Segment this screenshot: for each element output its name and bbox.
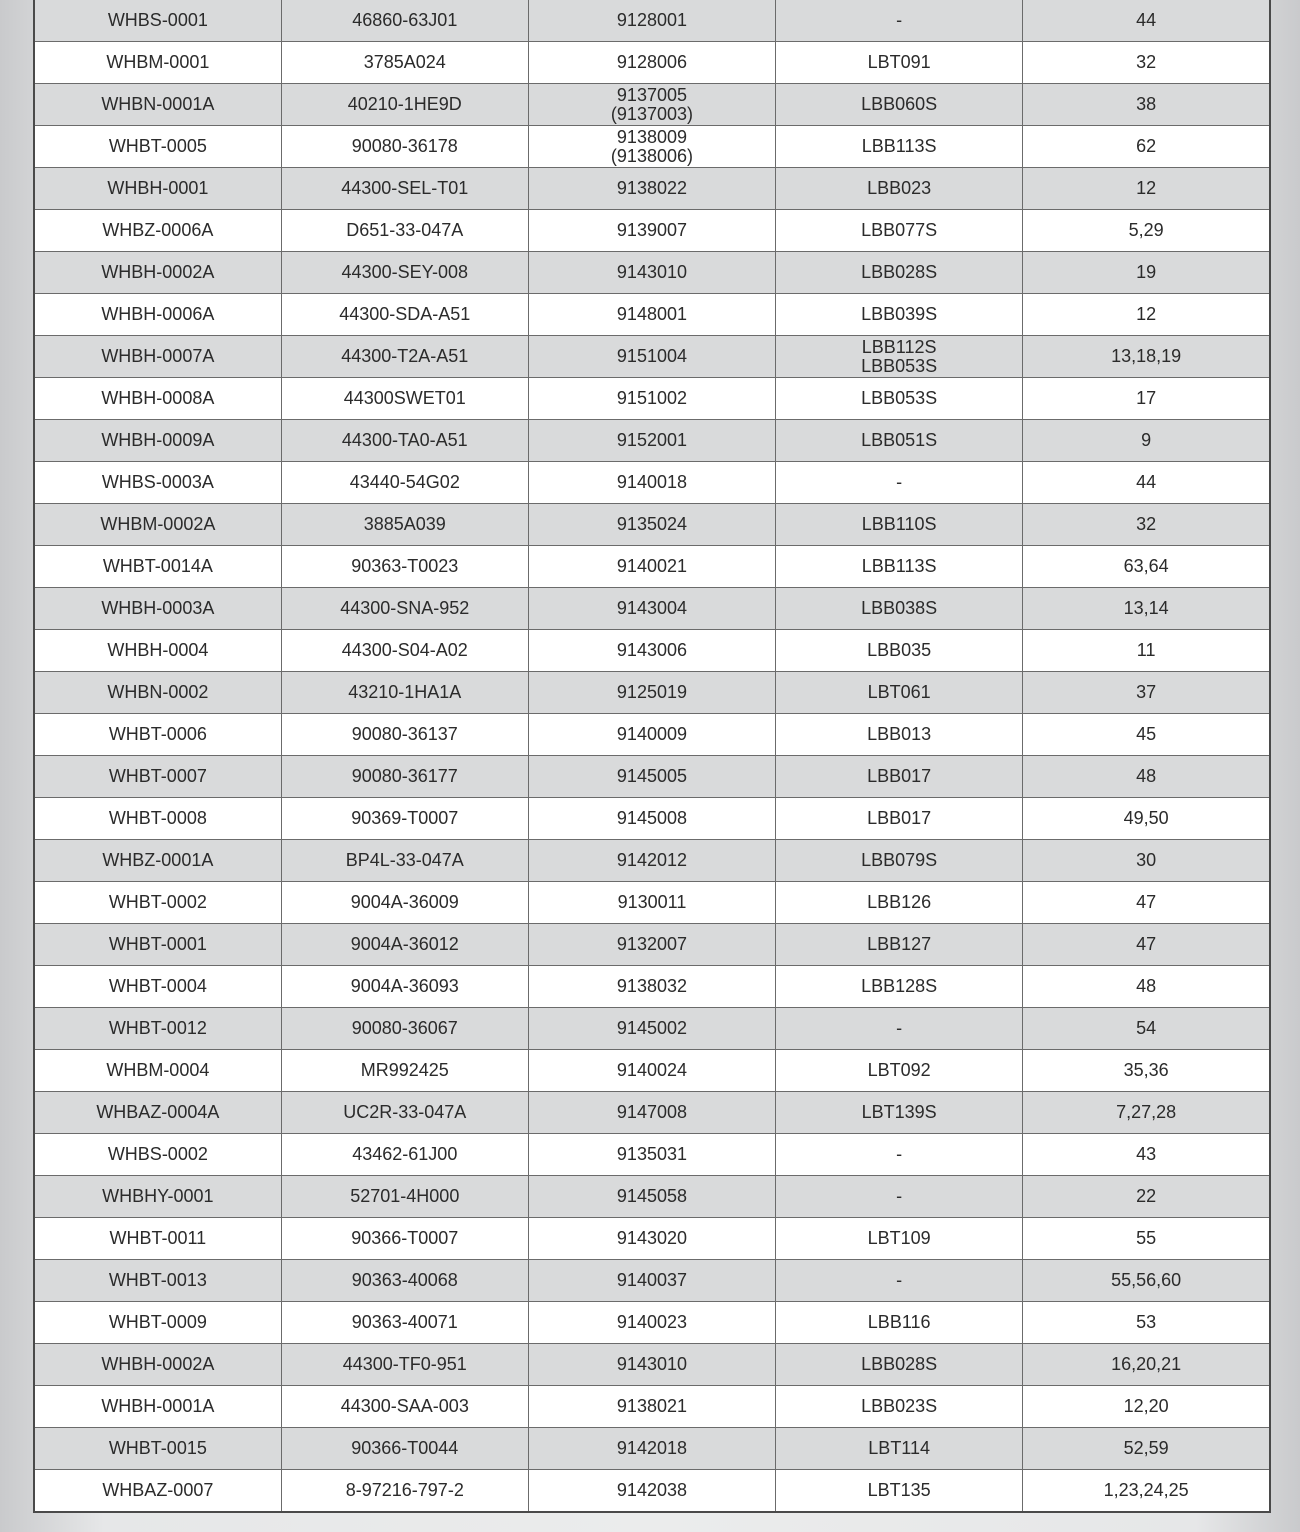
reference-number-cell	[528, 42, 775, 84]
bearing-code-cell	[776, 420, 1023, 462]
oem-number-cell: 90366-T0007	[281, 1218, 528, 1260]
bearing-code-cell	[776, 1050, 1023, 1092]
oem-number-cell: 44300-SAA-003	[281, 1386, 528, 1428]
cell-line: LBB060S	[861, 94, 938, 114]
page-ref-cell: 5,29	[1023, 210, 1270, 252]
bearing-code-cell	[776, 126, 1023, 168]
part-number-cell: WHBM-0001	[34, 42, 281, 84]
cell-line: 9145002	[616, 1018, 687, 1038]
part-number-cell: WHBT-0012	[34, 1008, 281, 1050]
cell-line: LBB079S	[861, 850, 938, 870]
cell-line: -	[896, 1144, 903, 1164]
page-ref-cell: 48	[1023, 756, 1270, 798]
reference-number-cell	[528, 672, 775, 714]
cell-line: LBB038S	[861, 598, 938, 618]
table-row	[34, 630, 1270, 672]
bearing-code-cell	[776, 714, 1023, 756]
cell-line: 9138021	[616, 1396, 687, 1416]
oem-number-cell: 3785A024	[281, 42, 528, 84]
reference-number-cell	[528, 840, 775, 882]
part-number-cell: WHBH-0009A	[34, 420, 281, 462]
oem-number-cell: 44300-SNA-952	[281, 588, 528, 630]
page-ref-cell: 13,14	[1023, 588, 1270, 630]
page-ref-cell: 16,20,21	[1023, 1344, 1270, 1386]
page-ref-cell: 54	[1023, 1008, 1270, 1050]
bearing-code-cell	[776, 42, 1023, 84]
cell-line: LBT139S	[861, 1102, 937, 1122]
cell-line: LBT135	[867, 1480, 931, 1500]
part-number-cell: WHBH-0006A	[34, 294, 281, 336]
page-ref-cell: 35,36	[1023, 1050, 1270, 1092]
reference-number-cell	[528, 462, 775, 504]
reference-number-cell	[528, 168, 775, 210]
reference-number-cell	[528, 378, 775, 420]
page-ref-cell: 55,56,60	[1023, 1260, 1270, 1302]
cell-line: 9151002	[616, 388, 687, 408]
bearing-code-cell	[776, 168, 1023, 210]
reference-number-cell	[528, 294, 775, 336]
part-number-cell: WHBT-0001	[34, 924, 281, 966]
cell-line: LBB013	[867, 724, 932, 744]
reference-number-cell	[528, 1008, 775, 1050]
reference-number-cell	[528, 84, 775, 126]
parts-cross-reference-table	[33, 0, 1271, 1513]
part-number-cell: WHBS-0002	[34, 1134, 281, 1176]
table-row	[34, 420, 1270, 462]
bearing-code-cell	[776, 294, 1023, 336]
cell-line: 9145005	[616, 766, 687, 786]
bearing-code-cell	[776, 1260, 1023, 1302]
oem-number-cell: 46860-63J01	[281, 0, 528, 42]
reference-number-cell	[528, 756, 775, 798]
oem-number-cell: 90363-40071	[281, 1302, 528, 1344]
part-number-cell: WHBS-0001	[34, 0, 281, 42]
table-row	[34, 756, 1270, 798]
cell-line: 9140009	[616, 724, 687, 744]
cell-line: 9143020	[616, 1228, 687, 1248]
page-ref-cell: 12	[1023, 294, 1270, 336]
page-ref-cell: 13,18,19	[1023, 336, 1270, 378]
bearing-code-cell	[776, 1176, 1023, 1218]
oem-number-cell: 44300SWET01	[281, 378, 528, 420]
cell-line: LBB017	[867, 766, 932, 786]
oem-number-cell: 43210-1HA1A	[281, 672, 528, 714]
oem-number-cell: 40210-1HE9D	[281, 84, 528, 126]
page-ref-cell: 12	[1023, 168, 1270, 210]
reference-number-cell	[528, 0, 775, 42]
oem-number-cell: D651-33-047A	[281, 210, 528, 252]
reference-number-cell	[528, 1260, 775, 1302]
cell-line: -	[896, 1018, 903, 1038]
oem-number-cell: 90369-T0007	[281, 798, 528, 840]
oem-number-cell: 9004A-36012	[281, 924, 528, 966]
part-number-cell: WHBT-0008	[34, 798, 281, 840]
oem-number-cell: UC2R-33-047A	[281, 1092, 528, 1134]
table-row	[34, 882, 1270, 924]
oem-number-cell: 90080-36067	[281, 1008, 528, 1050]
cell-line: LBB112S	[861, 336, 937, 357]
cell-line: 9145008	[616, 808, 687, 828]
table-row	[34, 378, 1270, 420]
table-row	[34, 672, 1270, 714]
page-ref-cell: 63,64	[1023, 546, 1270, 588]
reference-number-cell	[528, 882, 775, 924]
bearing-code-cell	[776, 756, 1023, 798]
page-ref-cell: 1,23,24,25	[1023, 1470, 1270, 1513]
oem-number-cell: MR992425	[281, 1050, 528, 1092]
cell-line: 9148001	[616, 304, 687, 324]
table-row	[34, 588, 1270, 630]
page-ref-cell: 48	[1023, 966, 1270, 1008]
table-row	[34, 546, 1270, 588]
part-number-cell: WHBT-0005	[34, 126, 281, 168]
part-number-cell: WHBAZ-0007	[34, 1470, 281, 1513]
oem-number-cell: 90363-T0023	[281, 546, 528, 588]
cell-line: 9142038	[616, 1480, 687, 1500]
page-ref-cell: 53	[1023, 1302, 1270, 1344]
table-row	[34, 714, 1270, 756]
cell-line: LBB127	[867, 934, 932, 954]
bearing-code-cell	[776, 882, 1023, 924]
part-number-cell: WHBT-0014A	[34, 546, 281, 588]
table-row	[34, 798, 1270, 840]
cell-line: LBT061	[867, 682, 931, 702]
cell-line: 9139007	[616, 220, 687, 240]
cell-line: -	[896, 1270, 903, 1290]
table-row	[34, 1176, 1270, 1218]
bearing-code-cell	[776, 1470, 1023, 1513]
bearing-code-cell	[776, 1428, 1023, 1470]
table-row	[34, 1260, 1270, 1302]
oem-number-cell: 9004A-36009	[281, 882, 528, 924]
reference-number-cell	[528, 1134, 775, 1176]
reference-number-cell	[528, 630, 775, 672]
part-number-cell: WHBT-0004	[34, 966, 281, 1008]
page-ref-cell: 7,27,28	[1023, 1092, 1270, 1134]
table-row	[34, 84, 1270, 126]
reference-number-cell	[528, 1218, 775, 1260]
bearing-code-cell	[776, 840, 1023, 882]
cell-line: 9130011	[617, 892, 687, 912]
page-ref-cell: 38	[1023, 84, 1270, 126]
page-ref-cell: 22	[1023, 1176, 1270, 1218]
bearing-code-cell	[776, 924, 1023, 966]
page-ref-cell: 32	[1023, 42, 1270, 84]
reference-number-cell	[528, 1092, 775, 1134]
page-ref-cell: 49,50	[1023, 798, 1270, 840]
reference-number-cell	[528, 1428, 775, 1470]
bearing-code-cell	[776, 1386, 1023, 1428]
oem-number-cell: 44300-SEY-008	[281, 252, 528, 294]
part-number-cell: WHBM-0004	[34, 1050, 281, 1092]
cell-line: (9137003)	[610, 103, 693, 124]
cell-line: -	[896, 10, 903, 30]
page-ref-cell: 19	[1023, 252, 1270, 294]
cell-line: 9138009	[616, 126, 687, 147]
cell-line: 9137005	[616, 84, 687, 105]
part-number-cell: WHBT-0006	[34, 714, 281, 756]
table-row	[34, 1386, 1270, 1428]
cell-line: 9128001	[616, 10, 687, 30]
oem-number-cell: 44300-T2A-A51	[281, 336, 528, 378]
part-number-cell: WHBM-0002A	[34, 504, 281, 546]
bearing-code-cell	[776, 1302, 1023, 1344]
page-ref-cell: 30	[1023, 840, 1270, 882]
table-row	[34, 1218, 1270, 1260]
bearing-code-cell	[776, 504, 1023, 546]
cell-line: 9135031	[616, 1144, 687, 1164]
part-number-cell: WHBZ-0006A	[34, 210, 281, 252]
oem-number-cell: 90366-T0044	[281, 1428, 528, 1470]
table-body	[34, 0, 1270, 1512]
bearing-code-cell	[776, 1092, 1023, 1134]
cell-line: 9140021	[616, 556, 687, 576]
bearing-code-cell	[776, 210, 1023, 252]
reference-number-cell	[528, 966, 775, 1008]
cell-line: 9132007	[616, 934, 687, 954]
part-number-cell: WHBH-0001	[34, 168, 281, 210]
page-ref-cell: 44	[1023, 462, 1270, 504]
cell-line: LBB028S	[861, 1354, 938, 1374]
page-ref-cell: 17	[1023, 378, 1270, 420]
page-ref-cell: 62	[1023, 126, 1270, 168]
table-row	[34, 42, 1270, 84]
table-row	[34, 1008, 1270, 1050]
part-number-cell: WHBN-0002	[34, 672, 281, 714]
bearing-code-cell	[776, 462, 1023, 504]
table-row	[34, 1134, 1270, 1176]
reference-number-cell	[528, 1050, 775, 1092]
part-number-cell: WHBHY-0001	[34, 1176, 281, 1218]
oem-number-cell: 8-97216-797-2	[281, 1470, 528, 1513]
table-row	[34, 966, 1270, 1008]
part-number-cell: WHBAZ-0004A	[34, 1092, 281, 1134]
table-row	[34, 1428, 1270, 1470]
part-number-cell: WHBH-0002A	[34, 1344, 281, 1386]
part-number-cell: WHBZ-0001A	[34, 840, 281, 882]
cell-line: LBB051S	[861, 430, 938, 450]
cell-line: LBB023	[867, 178, 932, 198]
part-number-cell: WHBT-0007	[34, 756, 281, 798]
reference-number-cell	[528, 336, 775, 378]
bearing-code-cell	[776, 672, 1023, 714]
oem-number-cell: 90080-36137	[281, 714, 528, 756]
part-number-cell: WHBT-0013	[34, 1260, 281, 1302]
cell-line: (9138006)	[610, 145, 693, 166]
cell-line: LBB113S	[861, 136, 937, 156]
bearing-code-cell	[776, 0, 1023, 42]
reference-number-cell	[528, 252, 775, 294]
cell-line: LBB028S	[861, 262, 938, 282]
bearing-code-cell	[776, 378, 1023, 420]
bearing-code-cell	[776, 966, 1023, 1008]
reference-number-cell	[528, 1386, 775, 1428]
cell-line: 9140024	[616, 1060, 687, 1080]
page-ref-cell: 55	[1023, 1218, 1270, 1260]
table-row	[34, 294, 1270, 336]
part-number-cell: WHBN-0001A	[34, 84, 281, 126]
page-ref-cell: 52,59	[1023, 1428, 1270, 1470]
oem-number-cell: BP4L-33-047A	[281, 840, 528, 882]
part-number-cell: WHBT-0009	[34, 1302, 281, 1344]
bearing-code-cell	[776, 336, 1023, 378]
oem-number-cell: 44300-SEL-T01	[281, 168, 528, 210]
reference-number-cell	[528, 1176, 775, 1218]
table-row	[34, 168, 1270, 210]
oem-number-cell: 44300-TA0-A51	[281, 420, 528, 462]
reference-number-cell	[528, 1302, 775, 1344]
bearing-code-cell	[776, 252, 1023, 294]
page-ref-cell: 37	[1023, 672, 1270, 714]
table-row	[34, 252, 1270, 294]
cell-line: LBB053S	[861, 388, 938, 408]
cell-line: LBB023S	[861, 1396, 938, 1416]
bearing-code-cell	[776, 1344, 1023, 1386]
bearing-code-cell	[776, 1134, 1023, 1176]
part-number-cell: WHBH-0008A	[34, 378, 281, 420]
cell-line: 9140018	[616, 472, 687, 492]
part-number-cell: WHBT-0002	[34, 882, 281, 924]
cell-line: 9142012	[616, 850, 687, 870]
cell-line: LBT114	[868, 1438, 931, 1458]
part-number-cell: WHBT-0015	[34, 1428, 281, 1470]
parts-cross-reference-table-container	[33, 0, 1271, 1513]
oem-number-cell: 52701-4H000	[281, 1176, 528, 1218]
page-ref-cell: 47	[1023, 882, 1270, 924]
cell-line: 9135024	[616, 514, 687, 534]
reference-number-cell	[528, 924, 775, 966]
cell-line: LBB116	[867, 1312, 931, 1332]
table-row	[34, 126, 1270, 168]
part-number-cell: WHBS-0003A	[34, 462, 281, 504]
cell-line: 9125019	[616, 682, 687, 702]
oem-number-cell: 90080-36177	[281, 756, 528, 798]
reference-number-cell	[528, 588, 775, 630]
table-row	[34, 1302, 1270, 1344]
bearing-code-cell	[776, 84, 1023, 126]
page-ref-cell: 44	[1023, 0, 1270, 42]
reference-number-cell	[528, 126, 775, 168]
reference-number-cell	[528, 1344, 775, 1386]
table-row	[34, 1344, 1270, 1386]
cell-line: LBT092	[867, 1060, 931, 1080]
part-number-cell: WHBH-0004	[34, 630, 281, 672]
cell-line: 9147008	[616, 1102, 687, 1122]
reference-number-cell	[528, 504, 775, 546]
page-ref-cell: 47	[1023, 924, 1270, 966]
bearing-code-cell	[776, 1218, 1023, 1260]
oem-number-cell: 90080-36178	[281, 126, 528, 168]
cell-line: 9138032	[616, 976, 687, 996]
cell-line: 9128006	[616, 52, 687, 72]
oem-number-cell: 3885A039	[281, 504, 528, 546]
cell-line: 9145058	[616, 1186, 687, 1206]
cell-line: LBB017	[867, 808, 932, 828]
cell-line: LBB035	[867, 640, 932, 660]
reference-number-cell	[528, 210, 775, 252]
oem-number-cell: 90363-40068	[281, 1260, 528, 1302]
cell-line: LBB110S	[861, 514, 937, 534]
oem-number-cell: 44300-TF0-951	[281, 1344, 528, 1386]
cell-line: -	[896, 1186, 903, 1206]
part-number-cell: WHBH-0003A	[34, 588, 281, 630]
cell-line: 9142018	[616, 1438, 687, 1458]
oem-number-cell: 9004A-36093	[281, 966, 528, 1008]
cell-line: 9138022	[616, 178, 687, 198]
part-number-cell: WHBT-0011	[34, 1218, 281, 1260]
table-row	[34, 840, 1270, 882]
table-row	[34, 0, 1270, 42]
part-number-cell: WHBH-0001A	[34, 1386, 281, 1428]
oem-number-cell: 44300-S04-A02	[281, 630, 528, 672]
oem-number-cell: 43440-54G02	[281, 462, 528, 504]
oem-number-cell: 43462-61J00	[281, 1134, 528, 1176]
table-row	[34, 336, 1270, 378]
part-number-cell: WHBH-0002A	[34, 252, 281, 294]
bearing-code-cell	[776, 630, 1023, 672]
table-row	[34, 924, 1270, 966]
cell-line: 9143004	[616, 598, 687, 618]
bearing-code-cell	[776, 546, 1023, 588]
cell-line: -	[896, 472, 903, 492]
reference-number-cell	[528, 1470, 775, 1513]
oem-number-cell: 44300-SDA-A51	[281, 294, 528, 336]
cell-line: LBT109	[867, 1228, 931, 1248]
part-number-cell: WHBH-0007A	[34, 336, 281, 378]
reference-number-cell	[528, 546, 775, 588]
reference-number-cell	[528, 420, 775, 462]
page-ref-cell: 9	[1023, 420, 1270, 462]
reference-number-cell	[528, 714, 775, 756]
page-ref-cell: 32	[1023, 504, 1270, 546]
cell-line: 9140023	[616, 1312, 687, 1332]
cell-line: LBB126	[867, 892, 932, 912]
cell-line: LBB113S	[861, 556, 937, 576]
page-ref-cell: 12,20	[1023, 1386, 1270, 1428]
reference-number-cell	[528, 798, 775, 840]
page-ref-cell: 43	[1023, 1134, 1270, 1176]
cell-line: 9151004	[616, 346, 687, 366]
cell-line: 9143006	[616, 640, 687, 660]
table-row	[34, 504, 1270, 546]
cell-line: 9143010	[616, 262, 687, 282]
table-row	[34, 1470, 1270, 1513]
table-row	[34, 210, 1270, 252]
cell-line: LBT091	[867, 52, 931, 72]
cell-line: LBB039S	[861, 304, 938, 324]
cell-line: LBB077S	[861, 220, 938, 240]
page-ref-cell: 11	[1023, 630, 1270, 672]
table-row	[34, 1092, 1270, 1134]
table-row	[34, 1050, 1270, 1092]
bearing-code-cell	[776, 588, 1023, 630]
cell-line: 9143010	[616, 1354, 687, 1374]
cell-line: LBB128S	[861, 976, 938, 996]
table-row	[34, 462, 1270, 504]
cell-line: 9140037	[616, 1270, 687, 1290]
bearing-code-cell	[776, 1008, 1023, 1050]
cell-line: 9152001	[616, 430, 687, 450]
page-ref-cell: 45	[1023, 714, 1270, 756]
cell-line: LBB053S	[861, 355, 938, 376]
bearing-code-cell	[776, 798, 1023, 840]
